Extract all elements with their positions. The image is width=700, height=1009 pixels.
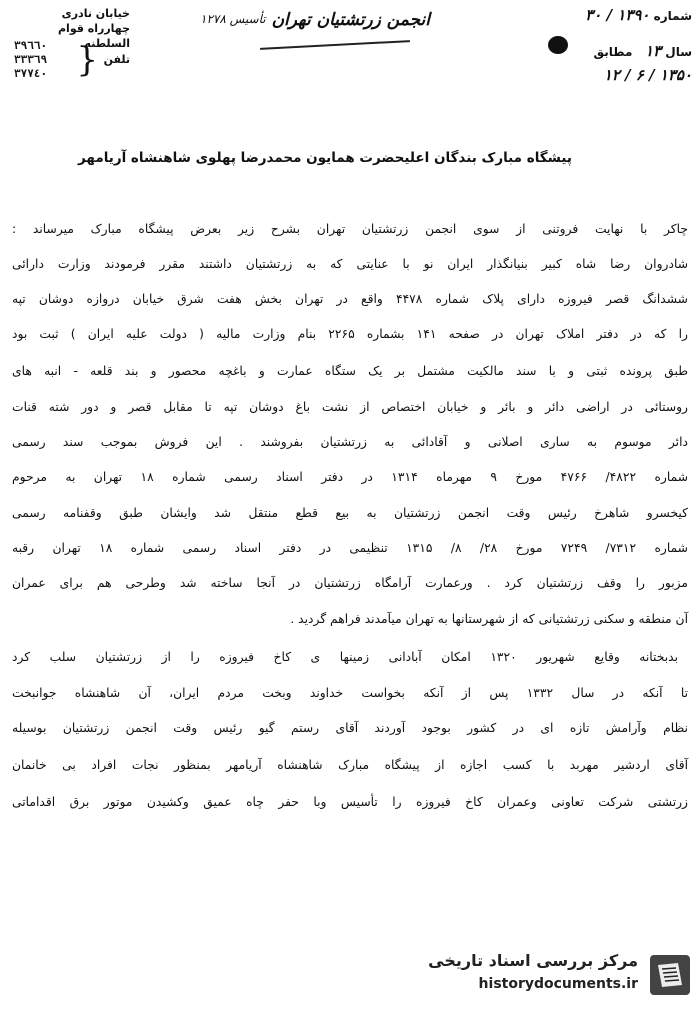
organization-name: انجمن زرتشتیان تهران	[271, 10, 430, 30]
body-line: مزبور را وقف زرتشتیان کرد . ورعمارت آرامگاه زرتشتیان در آنجا ساخته شد وطرحی هم برای عمران	[12, 576, 688, 590]
body-line: تا آنکه در سال ۱۳۳۲ پس از آنکه بخواست خداوند وبخت مردم ایران، آن شاهنشاه جوانبخت	[12, 686, 688, 700]
body-line: نظام وآرامش تازه ای در کشور بوجود آوردند آقای رستم گیو رئیس وقت انجمن زرتشتیان بوسیله	[12, 721, 688, 735]
body-line: بدبختانه وقایع شهریور ۱۳۲۰ امکان آبادانی زمینها ی کاخ فیروزه را از زرتشتیان سلب کرد	[12, 650, 678, 664]
body-line: چاکر با نهایت فروتنی از سوی انجمن زرتشتیان تهران بشرح زیر بعرض پیشگاه مبارک میرساند :	[12, 222, 688, 236]
body-line: روستائی در اراضی دائر و بائر و خیابان اختصاص از نشت باغ دوشان تپه تا مقابل قصر و دور شته قنات	[12, 400, 688, 414]
body-line: آن منطقه و سکنی زرتشتیانی که از شهرستانها به تهران میآمدند فراهم گردید .	[290, 612, 688, 626]
watermark-title: مرکز بررسی اسناد تاریخی	[428, 951, 638, 970]
body-line: دائر موسوم به ساری اصلانی و آقادائی به زرتشتیان بفروشند . این فروش بموجب سند رسمی	[12, 435, 688, 449]
phone-number: ٣٩٦٦٠	[14, 39, 48, 52]
date-value: ۱۳۵۰ / ۶ / ۱۲	[603, 66, 692, 84]
letterhead-reference-block	[492, 4, 692, 94]
watermark-url: historydocuments.ir	[478, 976, 638, 992]
address-line-crossroad: چهارراه قوام السلطنه	[57, 22, 130, 50]
date-row	[604, 66, 692, 84]
number-label: شماره	[653, 9, 692, 23]
letter-salutation-title: پیشگاه مبارک بندگان اعلیحضرت همایون محمدرضا پهلوی شاهنشاه آریامهر	[78, 150, 572, 166]
body-line: کیخسرو شاهرخ رئیس وقت انجمن زرتشتیان به بیع قطع منتقل شد وایشان طبق وقفنامه رسمی	[12, 506, 688, 520]
letterhead-organization	[200, 8, 430, 48]
number-value: ۱۳۹۰ / ۳۰	[585, 6, 650, 24]
phone-number: ٣٧٧٤٠	[14, 67, 48, 80]
phone-label: تلفن	[103, 53, 130, 66]
reference-number-row	[585, 6, 692, 24]
body-line: شماره ۷۳۱۲/ ۷۲۴۹ مورخ ۲۸/ ۸/ ۱۳۱۵ تنظیمی در دفتر اسناد رسمی شماره ۱۸ تهران رقبه	[12, 541, 688, 555]
date-label: مطابق	[593, 45, 633, 59]
address-line-street: خیابان نادری	[61, 7, 130, 20]
archive-watermark	[412, 945, 692, 1005]
established-note: تأسیس ۱۲۷۸	[200, 12, 266, 26]
body-line: شماره ۴۸۲۲/ ۴۷۶۶ مورخ ۹ مهرماه ۱۳۱۴ در دفتر اسناد رسمی شماره ۱۸ تهران به مرحوم	[12, 470, 689, 484]
body-line: شادروان رضا شاه کبیر بنیانگذار ایران نو با عنایتی که به زرتشتیان داشتند مقرر فرمودند وزارت دارائی	[12, 257, 688, 271]
letterhead-address-block	[10, 6, 130, 80]
body-line: آقای اردشیر مهربد با کسب اجازه از پیشگاه مبارک شاهنشاه آریامهر بمنظور نجات افراد بی خانمان	[12, 758, 688, 772]
phone-number: ٣٣٣٦٩	[14, 53, 48, 66]
year-label: سال	[665, 45, 692, 59]
year-value: ۱۳	[644, 42, 662, 60]
body-line: طبق پرونده ثبتی و با سند مالکیت مشتمل بر یک ستگاه عمارت و باغچه محصور و بند قلعه - انبه های	[12, 364, 688, 378]
phone-numbers	[14, 39, 60, 81]
body-line: ششدانگ قصر فیروزه دارای پلاک شماره ۴۴۷۸ واقع در تهران بخش هفت شرق خیابان دروازه دوشان تپه	[12, 292, 688, 306]
phone-block	[10, 39, 130, 87]
body-line: زرتشتی شرکت تعاونی وعمران کاخ فیروزه را تأسیس وبا حفر چاه عمیق وکشیدن موتور برق اقداماتی	[12, 795, 688, 809]
ink-blot	[548, 36, 568, 54]
body-line: را که در دفتر املاک تهران در صفحه ۱۴۱ بشماره ۲۲۶۵ بنام وزارت مالیه ( دولت علیه ایران ) ثبت بود	[12, 327, 688, 341]
year-row	[593, 42, 692, 60]
signature-underline	[260, 40, 410, 50]
archive-logo-icon	[648, 953, 692, 997]
brace-glyph: {	[76, 40, 98, 80]
